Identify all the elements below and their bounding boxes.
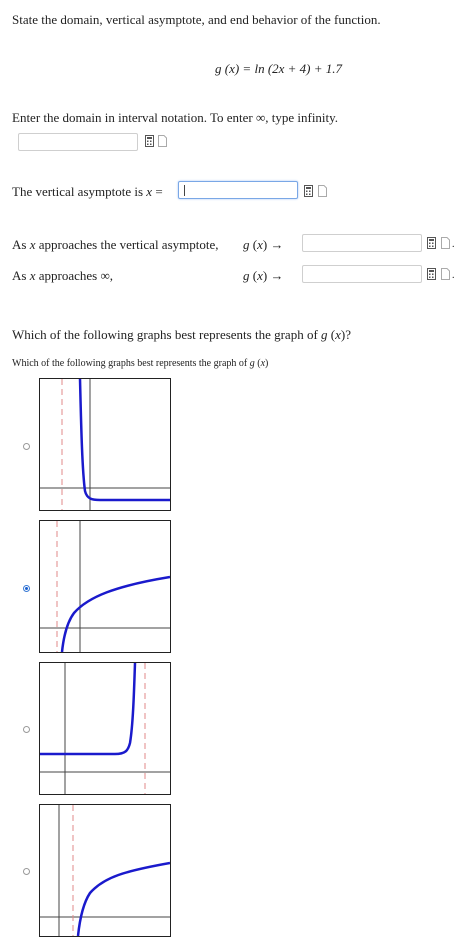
end-behavior-expr-2: g (x) → (243, 268, 284, 283)
option-d-plot (40, 805, 170, 936)
end-behavior-input-1[interactable] (302, 234, 422, 252)
text-caret (184, 185, 185, 196)
option-c-graph[interactable] (39, 662, 171, 795)
domain-input[interactable] (18, 133, 138, 151)
asymptote-label: The vertical asymptote is x = (12, 184, 163, 199)
asymptote-input[interactable] (178, 181, 298, 199)
option-c-plot (40, 663, 170, 794)
graph-question-subheading: Which of the following graphs best represents the graph of g (x) (12, 358, 269, 369)
option-c-radio[interactable] (23, 726, 30, 733)
graph-question-heading: Which of the following graphs best represents the graph of g (x)? (12, 327, 352, 342)
option-b-graph[interactable] (39, 520, 171, 653)
trailing-period: . (452, 239, 455, 250)
document-icon[interactable] (441, 237, 450, 249)
end-behavior-label-1: As x approaches the vertical asymptote, (12, 237, 219, 252)
question-prompt: State the domain, vertical asymptote, and end behavior of the function. (12, 12, 381, 27)
calculator-icon[interactable] (304, 185, 313, 197)
end-behavior-expr-1: g (x) → (243, 237, 284, 252)
calculator-icon[interactable] (427, 237, 436, 249)
calculator-icon[interactable] (427, 268, 436, 280)
end-behavior-label-2: As x approaches ∞, (12, 268, 113, 283)
option-a-radio[interactable] (23, 443, 30, 450)
option-d-graph[interactable] (39, 804, 171, 937)
option-a-plot (40, 379, 170, 510)
calculator-icon[interactable] (145, 135, 154, 147)
document-icon[interactable] (441, 268, 450, 280)
option-b-plot (40, 521, 170, 652)
function-display: g (x) = ln (2x + 4) + 1.7 (215, 61, 343, 76)
option-a-graph[interactable] (39, 378, 171, 511)
trailing-period: . (452, 270, 455, 281)
end-behavior-input-2[interactable] (302, 265, 422, 283)
option-b-radio[interactable] (23, 585, 30, 592)
document-icon[interactable] (158, 135, 167, 147)
domain-instructions: Enter the domain in interval notation. To enter ∞, type infinity. (12, 110, 339, 125)
option-d-radio[interactable] (23, 868, 30, 875)
document-icon[interactable] (318, 185, 327, 197)
